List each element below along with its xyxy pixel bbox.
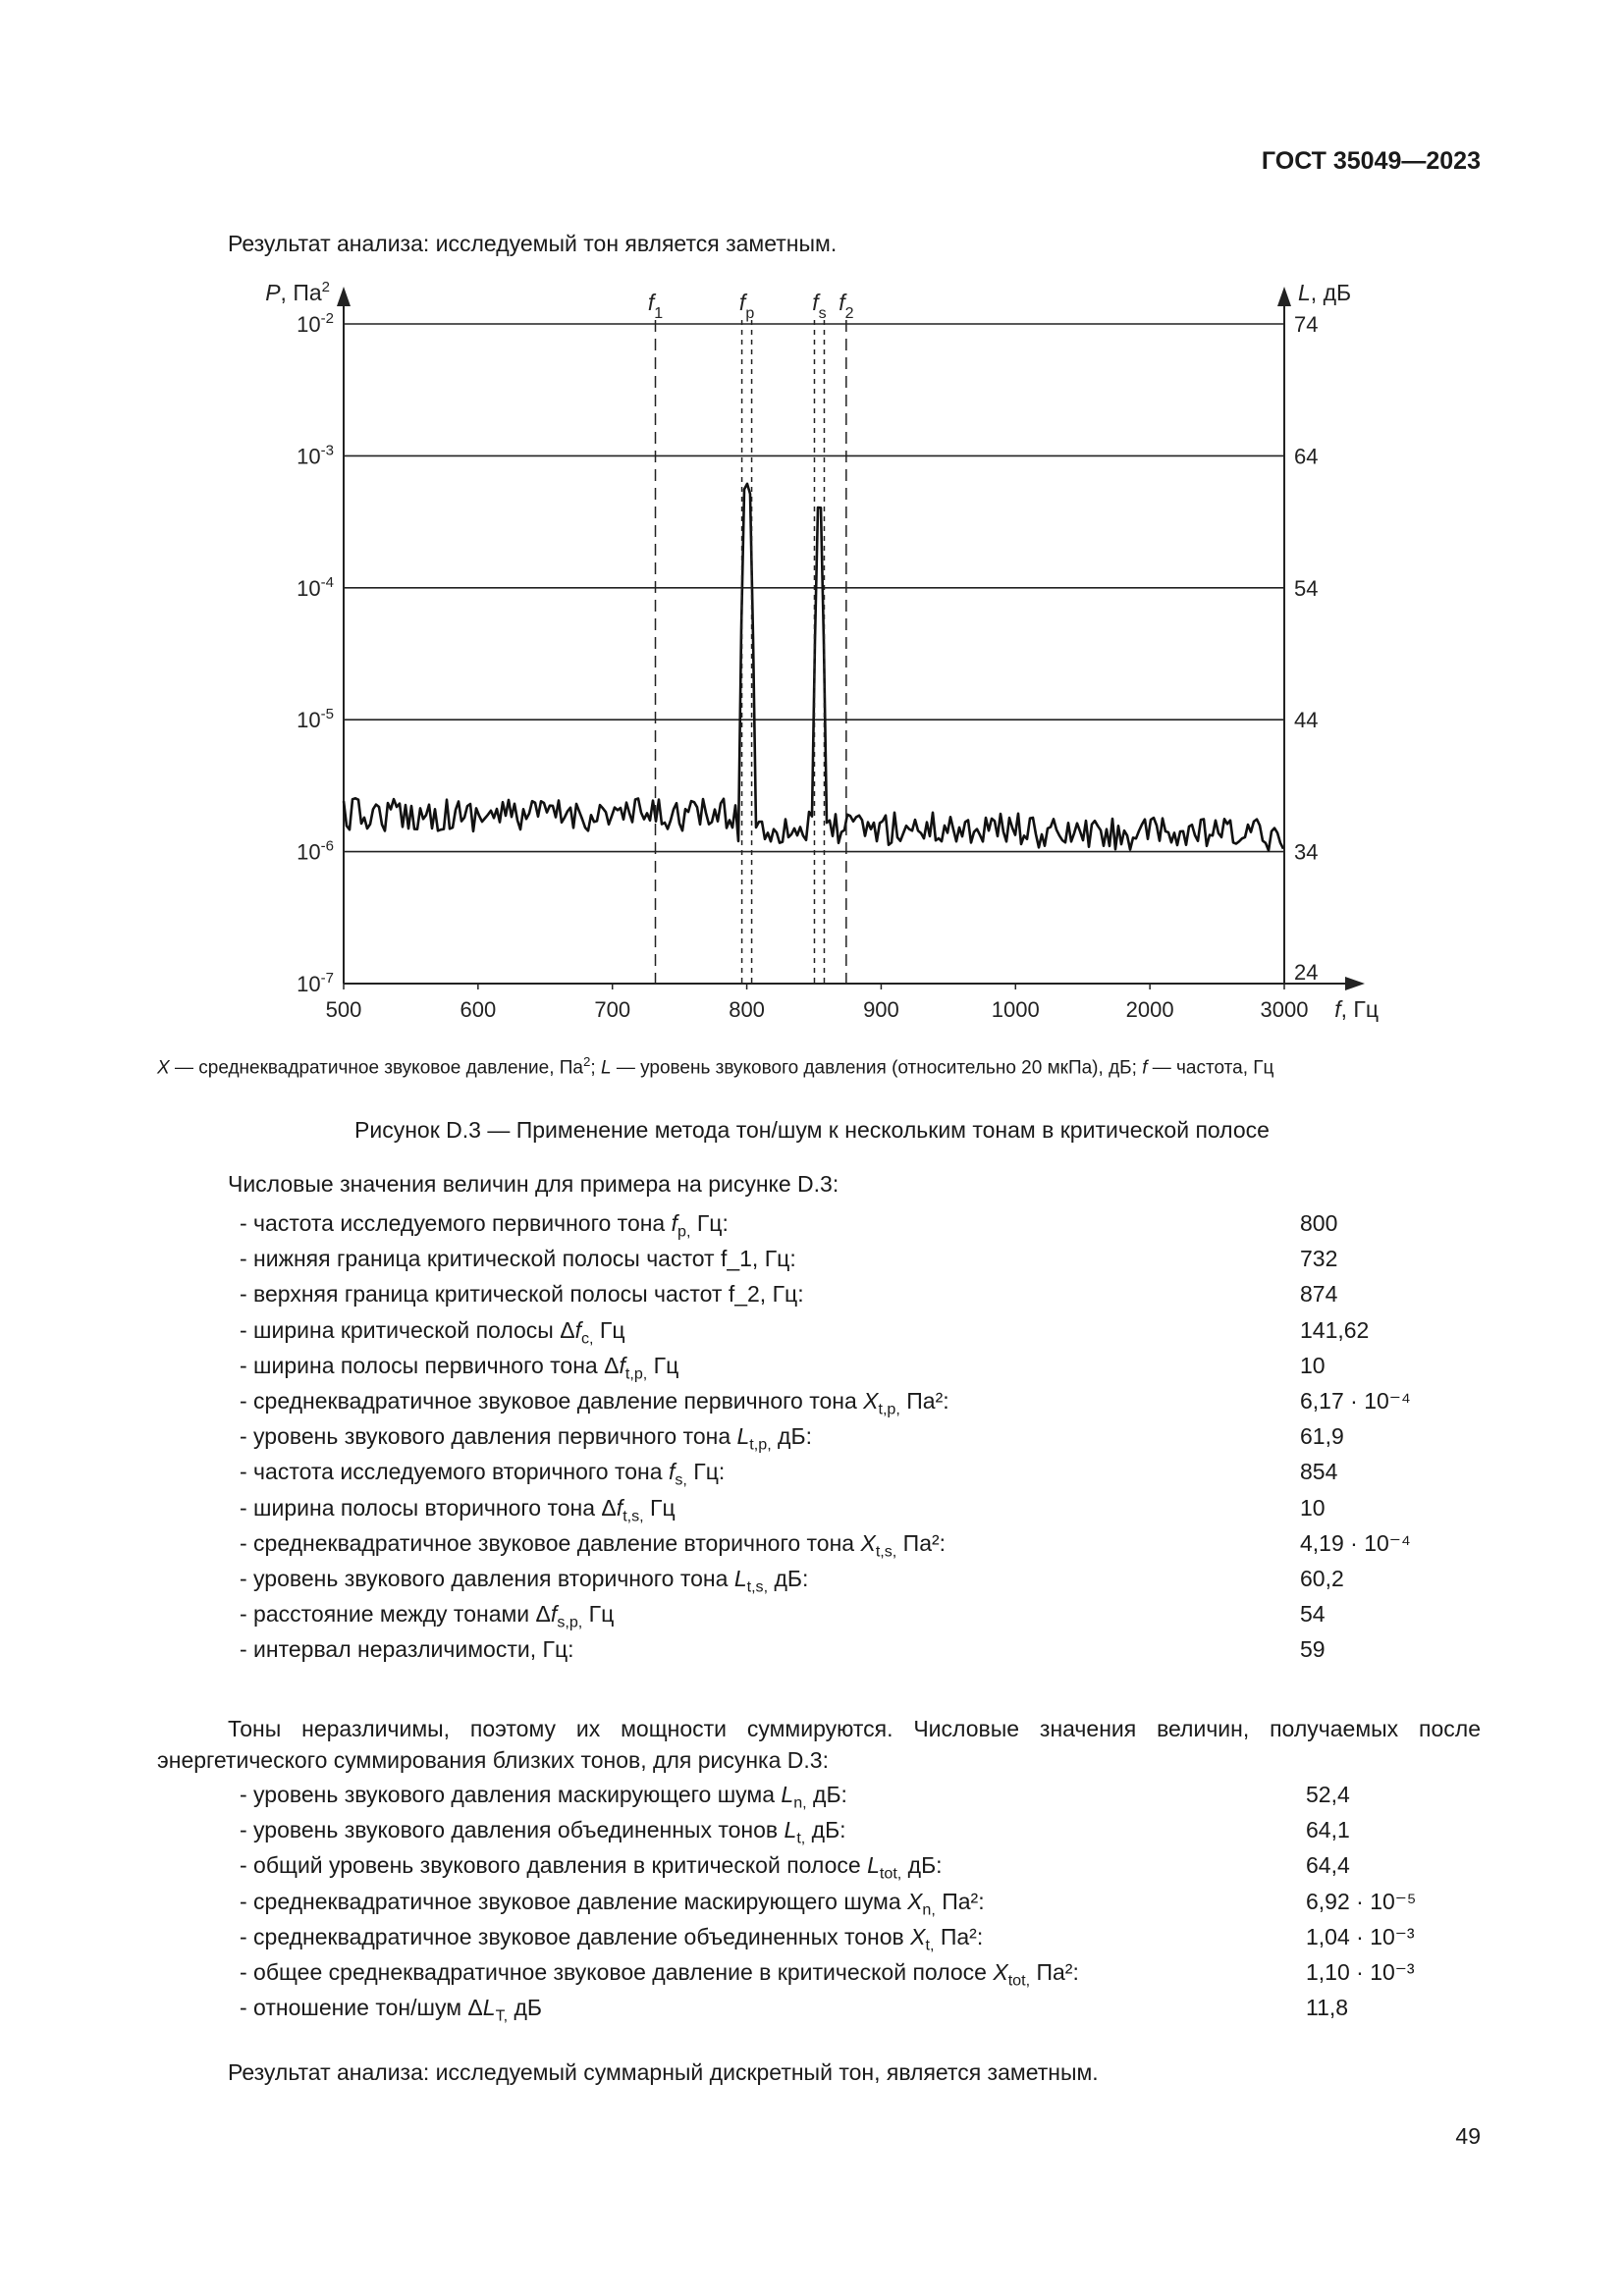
table1-row	[240, 1490, 1418, 1525]
table2-value: 1,10 · 10⁻³	[1306, 1959, 1415, 1985]
table2-label: - уровень звукового давления маскирующего шума $L_{n,}$ дБ:	[240, 1782, 847, 1812]
table2-label: - общее среднеквадратичное звуковое давление в критической полосе $X_{tot,}$ Па²:	[240, 1959, 1079, 1990]
table1-value: 61,9	[1300, 1423, 1344, 1450]
table2-value: 64,4	[1306, 1852, 1350, 1879]
y-tick-label-right: 34	[1294, 839, 1319, 865]
y-tick-label-left: $10^{-3}$	[297, 442, 334, 469]
y-tick-label-left: $10^{-5}$	[297, 706, 334, 733]
table1-value: 141,62	[1300, 1316, 1370, 1343]
x-tick-label: 2000	[1125, 997, 1174, 1022]
table1-label: - уровень звукового давления вторичного тона $L_{t,s,}$ дБ:	[240, 1566, 809, 1596]
table1-row	[240, 1276, 1418, 1311]
table1-label: - ширина критической полосы $\Delta f_{c,}$ Гц	[240, 1316, 625, 1348]
table2-label: - уровень звукового давления объединенных тонов $L_{t,}$ дБ:	[240, 1817, 846, 1847]
marker-label: $f_2$	[839, 290, 854, 322]
table2-label: - общий уровень звукового давления в критической полосе $L_{tot,}$ дБ:	[240, 1852, 943, 1883]
y-tick-label-left: $10^{-2}$	[297, 310, 334, 337]
table1-row	[240, 1312, 1418, 1348]
table1-row	[240, 1383, 1418, 1418]
table1-label: - частота исследуемого первичного тона $f_{p,}$ Гц:	[240, 1210, 729, 1241]
table1-row	[240, 1418, 1418, 1454]
table1-row	[240, 1454, 1418, 1489]
table1-row	[240, 1596, 1418, 1631]
table2-row	[240, 1919, 1418, 1954]
table2-value: 11,8	[1306, 1995, 1349, 2021]
table1-value: 59	[1300, 1636, 1326, 1663]
right-axis-label: L, дБ	[1298, 280, 1352, 305]
result-text-bottom: Результат анализа: исследуемый суммарный дискретный тон, является заметным.	[228, 2059, 1099, 2085]
table1-row	[240, 1561, 1418, 1596]
table2-value: 52,4	[1306, 1782, 1350, 1807]
table2-row	[240, 1884, 1418, 1919]
y-tick-label-left: $10^{-7}$	[297, 970, 334, 996]
table1-row	[240, 1631, 1418, 1667]
page-number: 49	[1455, 2123, 1481, 2149]
table1-value: 732	[1300, 1246, 1338, 1272]
marker-label: $f_s$	[812, 290, 827, 322]
table1-value: 854	[1300, 1459, 1338, 1485]
table1-value: 874	[1300, 1281, 1338, 1308]
table2-value: 6,92 · 10⁻⁵	[1306, 1888, 1417, 1914]
standard-header: ГОСТ 35049—2023	[1261, 147, 1481, 175]
x-tick-label: 3000	[1260, 997, 1309, 1022]
table1-value: 800	[1300, 1210, 1338, 1236]
table2-row	[240, 1847, 1418, 1883]
table2-row	[240, 1777, 1418, 1812]
table1-label: - ширина полосы первичного тона $\Delta f_{t,p,}$ Гц	[240, 1352, 679, 1383]
y-tick-label-right: 74	[1294, 312, 1319, 337]
right-axis-arrow	[1277, 287, 1291, 306]
table1-label: - ширина полосы вторичного тона $\Delta f_{t,s,}$ Гц	[240, 1494, 676, 1525]
table1-label: - частота исследуемого вторичного тона $f_{s,}$ Гц:	[240, 1459, 726, 1489]
y-tick-label-right: 64	[1294, 444, 1319, 469]
table2-row	[240, 1812, 1418, 1847]
intro-text: Числовые значения величин для примера на рисунке D.3:	[228, 1171, 839, 1197]
table2-row	[240, 1954, 1418, 1990]
table1-value: 10	[1300, 1352, 1326, 1378]
spectrum-chart	[245, 257, 1394, 1042]
y-tick-label-right: 54	[1294, 575, 1319, 601]
figure-legend: X — среднеквадратичное звуковое давление, $Па^2$; L — уровень звукового давления (относительно 20 мкПа), дБ; f — частота, Гц	[157, 1054, 1274, 1079]
table1-value: 60,2	[1300, 1566, 1344, 1591]
table2-label: - среднеквадратичное звуковое давление маскирующего шума $X_{n,}$ Па²:	[240, 1888, 985, 1919]
y-tick-label-left: $10^{-6}$	[297, 837, 334, 865]
x-tick-label: 500	[325, 997, 362, 1022]
table1-label: - среднеквадратичное звуковое давление первичного тона $X_{t,p,}$ Па²:	[240, 1388, 949, 1418]
figure-caption: Рисунок D.3 — Применение метода тон/шум к нескольким тонам в критической полосе	[354, 1117, 1270, 1143]
table2-label: - среднеквадратичное звуковое давление объединенных тонов $X_{t,}$ Па²:	[240, 1923, 984, 1954]
y-tick-label-right: 44	[1294, 708, 1319, 733]
y-tick-label-left: $10^{-4}$	[297, 573, 334, 601]
x-axis-arrow	[1345, 977, 1365, 990]
table2-value: 1,04 · 10⁻³	[1306, 1923, 1415, 1949]
spectrum-line	[344, 484, 1283, 851]
x-tick-label: 600	[460, 997, 497, 1022]
marker-label: $f_1$	[647, 290, 664, 322]
table2-row	[240, 1990, 1418, 2025]
table2-label: - отношение тон/шум $\Delta L_{T,}$ дБ	[240, 1995, 543, 2025]
table1-label: - верхняя граница критической полосы частот f_2, Гц:	[240, 1281, 804, 1308]
x-axis-label: f, Гц	[1334, 996, 1379, 1022]
table1-row	[240, 1205, 1418, 1241]
table1-value: 10	[1300, 1494, 1326, 1521]
table1-row	[240, 1348, 1418, 1383]
table1-value: 4,19 · 10⁻⁴	[1300, 1529, 1411, 1556]
chart-root	[265, 279, 1379, 1022]
paragraph-summation: Тоны неразличимы, поэтому их мощности суммируются. Числовые значения величин, получаемых после энергетического суммирования близких тонов, для рисунка D.3:	[157, 1716, 1481, 1773]
table1-row	[240, 1525, 1418, 1561]
x-tick-label: 900	[863, 997, 899, 1022]
table1-row	[240, 1241, 1418, 1276]
marker-label: $f_p$	[738, 290, 755, 322]
table1-label: - уровень звукового давления первичного тона $L_{t,p,}$ дБ:	[240, 1423, 812, 1454]
y-tick-label-right: 24	[1294, 960, 1319, 985]
table1-label: - интервал неразличимости, Гц:	[240, 1636, 574, 1663]
x-tick-label: 1000	[991, 997, 1040, 1022]
table1-label: - расстояние между тонами $\Delta f_{s,p,}$ Гц	[240, 1601, 615, 1631]
table1-label: - среднеквадратичное звуковое давление вторичного тона $X_{t,s,}$ Па²:	[240, 1529, 947, 1561]
result-text-top: Результат анализа: исследуемый тон является заметным.	[228, 231, 838, 256]
table2-value: 64,1	[1306, 1817, 1350, 1843]
left-axis-label: P, $Па^2$	[265, 279, 330, 305]
table1-value: 6,17 · 10⁻⁴	[1300, 1388, 1411, 1414]
table1-value: 54	[1300, 1601, 1326, 1628]
table1-label: - нижняя граница критической полосы частот f_1, Гц:	[240, 1246, 796, 1272]
left-axis-arrow	[337, 287, 351, 306]
x-tick-label: 800	[729, 997, 765, 1022]
x-tick-label: 700	[594, 997, 631, 1022]
